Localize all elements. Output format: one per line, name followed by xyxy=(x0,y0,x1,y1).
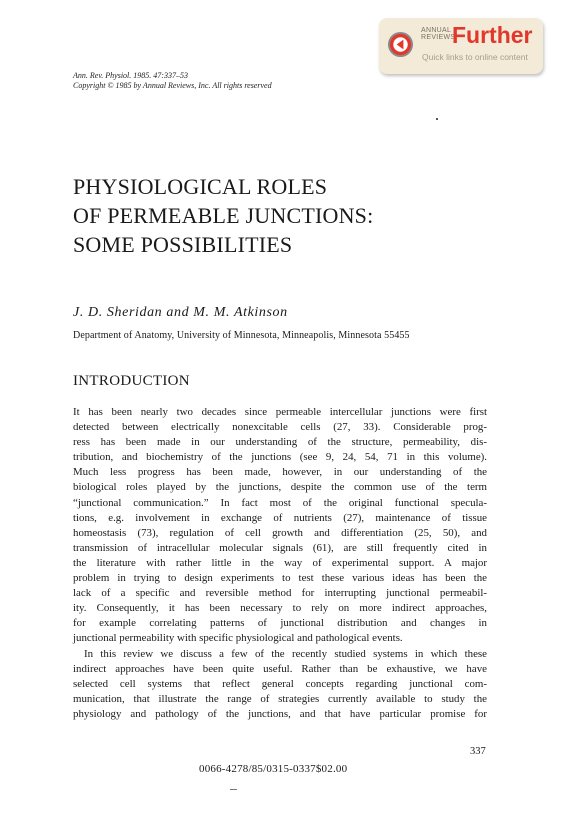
stray-mark xyxy=(436,118,438,120)
body-line: transmission of intracellular molecular signals (61), are still frequently cited in xyxy=(73,541,487,554)
banner-further-text: Further xyxy=(452,22,533,48)
title-line-3: SOME POSSIBILITIES xyxy=(73,232,293,257)
body-line: tribution, and biochemistry of the junctions (see 9, 24, 54, 71 in this volume). xyxy=(73,451,487,464)
body-line: “junctional communication.” In fact most of the original functional specula- xyxy=(73,496,487,509)
body-line: homeostasis (73), regulation of cell growth and differentiation (25, 50), and xyxy=(73,526,487,539)
body-line: junctional permeability with specific physiological and pathological events. xyxy=(73,632,403,645)
body-line: indirect approaches have been quite useful. Rather than be exhaustive, we have xyxy=(73,662,487,675)
title-line-2: OF PERMEABLE JUNCTIONS: xyxy=(73,203,374,228)
page-number: 337 xyxy=(470,746,486,757)
annual-reviews-play-icon xyxy=(387,31,414,58)
body-line: In this review we discuss a few of the recently studied systems in which these xyxy=(84,647,487,660)
body-text xyxy=(73,405,487,722)
body-line: for example correlating patterns of junctional distribution and changes in xyxy=(73,617,487,630)
footer-mark xyxy=(230,789,237,790)
authors: J. D. Sheridan and M. M. Atkinson xyxy=(73,305,288,320)
citation-line-2: Copyright © 1985 by Annual Reviews, Inc. All rights reserved xyxy=(73,80,272,90)
body-line: It has been nearly two decades since permeable intercellular junctions were first xyxy=(73,406,487,418)
body-line: physiology and pathology of the junctions, and that have particular promise for xyxy=(73,707,487,720)
body-line: Much less progress has been made, however, in our understanding of the xyxy=(73,466,487,479)
body-line: ity. Consequently, it has been necessary to rely on more indirect approaches, xyxy=(73,602,487,615)
body-line: detected between electrically nonexcitable cells (27, 33). Considerable prog- xyxy=(73,421,487,434)
body-line: biological roles played by the junctions, despite the common use of the term xyxy=(73,481,487,494)
banner-annual-reviews-text: ANNUAL REVIEWS xyxy=(421,27,456,41)
banner-tagline: Quick links to online content xyxy=(422,52,528,62)
body-line: tions, e.g. involvement in exchange of nutrients (27), maintenance of tissue xyxy=(73,511,487,524)
citation-line-1: Ann. Rev. Physiol. 1985. 47:337–53 xyxy=(73,71,188,80)
article-title xyxy=(73,172,373,259)
journal-citation xyxy=(73,71,272,90)
body-line: lack of a specific and reversible method for interrupting junctional permeabil- xyxy=(73,587,487,600)
affiliation: Department of Anatomy, University of Minnesota, Minneapolis, Minnesota 55455 xyxy=(73,330,410,341)
annual-reviews-further-banner[interactable] xyxy=(379,18,543,74)
section-heading-introduction: INTRODUCTION xyxy=(73,373,190,389)
footer-code: 0066-4278/85/0315-0337$02.00 xyxy=(199,763,348,775)
body-line: problem in trying to design experiments to test these various ideas has been the xyxy=(73,572,487,585)
body-line: selected cell systems that reflect general concepts regarding junctional com- xyxy=(73,677,487,690)
body-line: the literature with rather little in the way of experimental support. A major xyxy=(73,556,487,569)
body-line: munication, that illustrate the range of strategies currently available to study the xyxy=(73,692,487,705)
body-line: ress has been made in our understanding of the structure, permeability, dis- xyxy=(73,436,487,449)
title-line-1: PHYSIOLOGICAL ROLES xyxy=(73,174,328,199)
